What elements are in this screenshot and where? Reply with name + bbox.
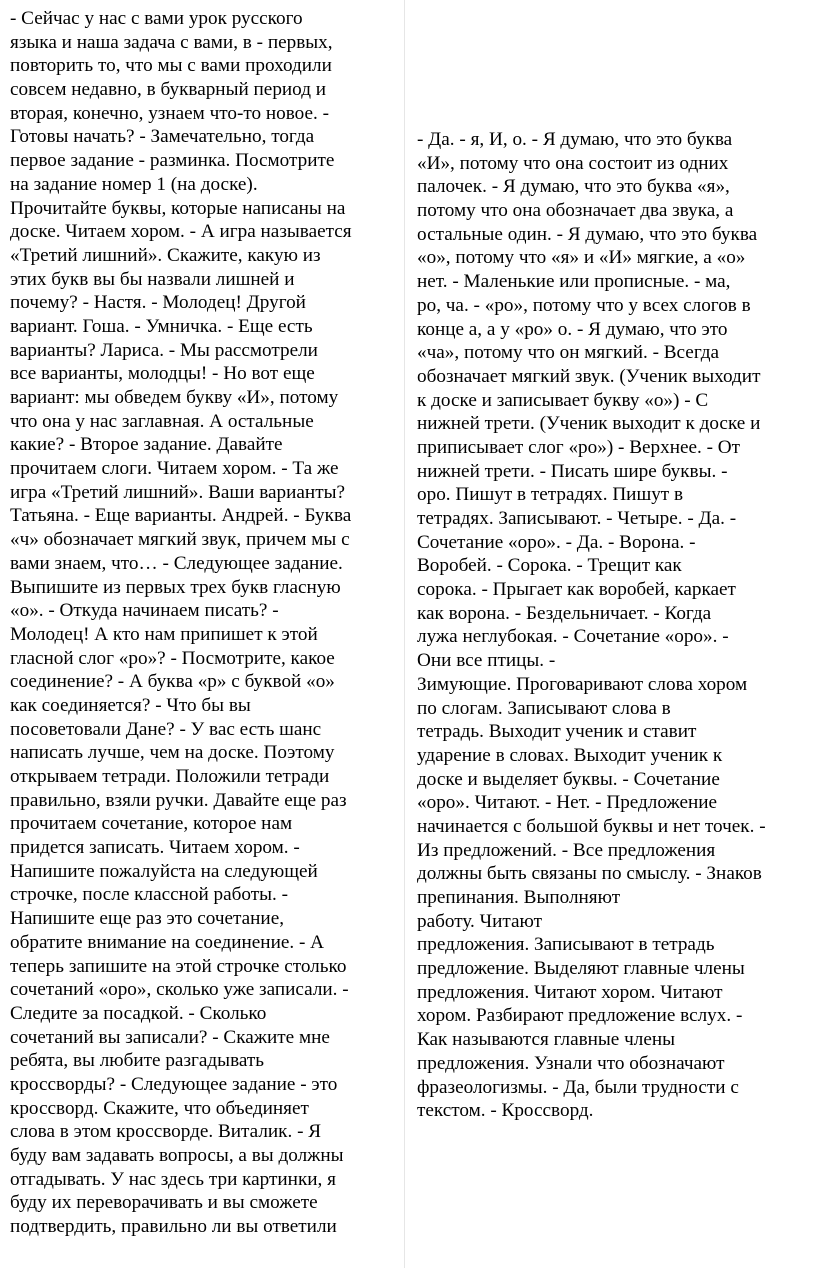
right-column-line: Они все птицы. - [417,650,556,672]
right-column-line: предложения. Читают хором. Читают [417,981,723,1003]
left-column-line: первое задание - разминка. Посмотрите [10,150,335,172]
right-column-text [417,128,812,1123]
left-column-line: «Третий лишний». Скажите, какую из [10,244,321,266]
right-column-line: хором. Разбирают предложение вслух. - [417,1005,743,1027]
right-column-line: начинается с большой буквы и нет точек. - [417,815,766,837]
right-column-line: ро, ча. - «ро», потому что у всех слогов в [417,294,751,316]
left-column-line: придется записать. Читаем хором. - [10,837,300,859]
left-column-line: доске. Читаем хором. - А игра называется [10,221,352,243]
right-column-line: препинания. Выполняют [417,887,621,908]
left-column-line: ребята, вы любите разгадывать [10,1050,265,1072]
right-column-line: - Да. - я, И, о. - Я думаю, что это буква [417,129,733,150]
right-column-line: Сочетание «оро». - Да. - Ворона. - [417,531,696,553]
left-column-line: буду вам задавать вопросы, а вы должны [10,1145,344,1166]
left-column-line: - Сейчас у нас с вами урок русского [10,8,303,29]
left-column-line: правильно, взяли ручки. Давайте еще раз [10,789,347,811]
left-column-text [10,7,395,1239]
right-column-line: нижней трети. (Ученик выходит к доске и [417,413,761,435]
left-column-line: как соединяется? - Что бы вы [10,694,251,716]
right-column-line: предложение. Выделяют главные члены [417,958,745,980]
right-column-line: «оро». Читают. - Нет. - Предложение [417,792,718,814]
left-column-line: повторить то, что мы с вами проходили [10,55,332,77]
right-column-line: потому что она обозначает два звука, а [417,200,734,222]
left-column-line: игра «Третий лишний». Ваши варианты? [10,481,345,503]
left-column-line: Напишите пожалуйста на следующей [10,860,318,882]
right-column-line: как ворона. - Бездельничает. - Когда [417,602,712,624]
left-column-line: вторая, конечно, узнаем что-то новое. - [10,102,330,124]
right-column-line: тетрадь. Выходит ученик и ставит [417,721,697,743]
left-column-line: Молодец! А кто нам припишет к этой [10,623,318,645]
left-column-line: кроссворды? - Следующее задание - это [10,1073,338,1095]
right-column-line: «И», потому что она состоит из одних [417,152,729,174]
right-column-line: «о», потому что «я» и «И» мягкие, а «о» [417,247,746,269]
left-column-line: вами знаем, что… - Следующее задание. [10,552,343,574]
left-column-line: подтвердить, правильно ли вы ответили [10,1216,337,1238]
left-column-line: посоветовали Дане? - У вас есть шанс [10,718,322,740]
column-divider [404,0,405,1268]
right-column-line: лужа неглубокая. - Сочетание «оро». - [417,626,729,648]
left-column-line: прочитаем сочетание, которое нам [10,813,293,835]
right-column-line: Зимующие. Проговаривают слова хором [417,673,748,695]
left-column-line: гласной слог «ро»? - Посмотрите, какое [10,647,335,669]
right-column-line: приписывает слог «ро») - Верхнее. - От [417,436,741,458]
right-column-line: Воробей. - Сорока. - Трещит как [417,555,682,577]
right-column-line: конце а, а у «ро» о. - Я думаю, что это [417,318,728,340]
right-column-line: фразеологизмы. - Да, были трудности с [417,1076,739,1098]
left-column-line: открываем тетради. Положили тетради [10,766,330,787]
right-column-line: ударение в словах. Выходит ученик к [417,744,723,766]
left-column-line: Готовы начать? - Замечательно, тогда [10,126,315,148]
right-column-line: текстом. - Кроссворд. [417,1100,594,1122]
left-column-line: «ч» обозначает мягкий звук, причем мы с [10,529,350,551]
left-column-line: сочетаний «оро», сколько уже записали. - [10,979,349,1001]
left-column-line: строчке, после классной работы. - [10,884,289,906]
right-column-line: палочек. - Я думаю, что это буква «я», [417,176,730,198]
right-column-line: по слогам. Записывают слова в [417,697,671,719]
right-column-line: нижней трети. - Писать шире буквы. - [417,460,728,482]
left-column-line: на задание номер 1 (на доске). [10,173,258,195]
left-column-line: обратите внимание на соединение. - А [10,931,324,953]
right-column-line: тетрадях. Записывают. - Четыре. - Да. - [417,508,737,529]
right-column-line: работу. Читают [417,910,542,932]
right-column-line: нет. - Маленькие или прописные. - ма, [417,271,731,293]
left-column-line: отгадывать. У нас здесь три картинки, я [10,1168,336,1190]
left-column-line: вариант. Гоша. - Умничка. - Еще есть [10,315,313,337]
left-column-line: соединение? - А буква «р» с буквой «о» [10,671,335,693]
right-column-line: оро. Пишут в тетрадях. Пишут в [417,484,684,506]
left-column-line: буду их переворачивать и вы сможете [10,1192,318,1214]
left-column-line: совсем недавно, в букварный период и [10,79,327,101]
left-column-line: варианты? Лариса. - Мы рассмотрели [10,339,318,361]
left-column-line: языка и наша задача с вами, в - первых, [10,31,333,53]
right-column-line: «ча», потому что он мягкий. - Всегда [417,342,720,364]
left-column-line: Напишите еще раз это сочетание, [10,908,285,930]
right-column-line: сорока. - Прыгает как воробей, каркает [417,579,736,601]
left-column-line: все варианты, молодцы! - Но вот еще [10,363,315,385]
right-column-line: к доске и записывает букву «о») - С [417,389,709,411]
left-column-line: прочитаем слоги. Читаем хором. - Та же [10,458,339,480]
right-column-line: предложения. Записывают в тетрадь [417,934,715,956]
left-column-line: какие? - Второе задание. Давайте [10,434,283,456]
left-column-line: почему? - Настя. - Молодец! Другой [10,292,306,314]
left-column-line: слова в этом кроссворде. Виталик. - Я [10,1121,322,1143]
left-column-line: «о». - Откуда начинаем писать? - [10,600,279,622]
right-column-line: должны быть связаны по смыслу. - Знаков [417,863,762,885]
left-column-line: кроссворд. Скажите, что объединяет [10,1097,309,1119]
right-column-line: Как называются главные члены [417,1029,676,1051]
right-column-line: остальные один. - Я думаю, что это буква [417,223,758,245]
left-column-line: теперь запишите на этой строчке столько [10,955,347,977]
left-column-line: Прочитайте буквы, которые написаны на [10,197,346,219]
right-column-line: Из предложений. - Все предложения [417,839,716,861]
left-column-line: вариант: мы обведем букву «И», потому [10,387,339,408]
left-column-line: сочетаний вы записали? - Скажите мне [10,1026,330,1048]
left-column-line: Татьяна. - Еще варианты. Андрей. - Буква [10,505,352,527]
left-column-line: написать лучше, чем на доске. Поэтому [10,742,335,764]
left-column-line: что она у нас заглавная. А остальные [10,410,314,432]
left-column-line: этих букв вы бы назвали лишней и [10,268,295,290]
right-column-line: предложения. Узнали что обозначают [417,1052,725,1074]
left-column-line: Выпишите из первых трех букв гласную [10,576,341,598]
right-column-line: обозначает мягкий звук. (Ученик выходит [417,365,761,387]
left-column-line: Следите за посадкой. - Сколько [10,1002,267,1024]
right-column-line: доске и выделяет буквы. - Сочетание [417,768,720,790]
